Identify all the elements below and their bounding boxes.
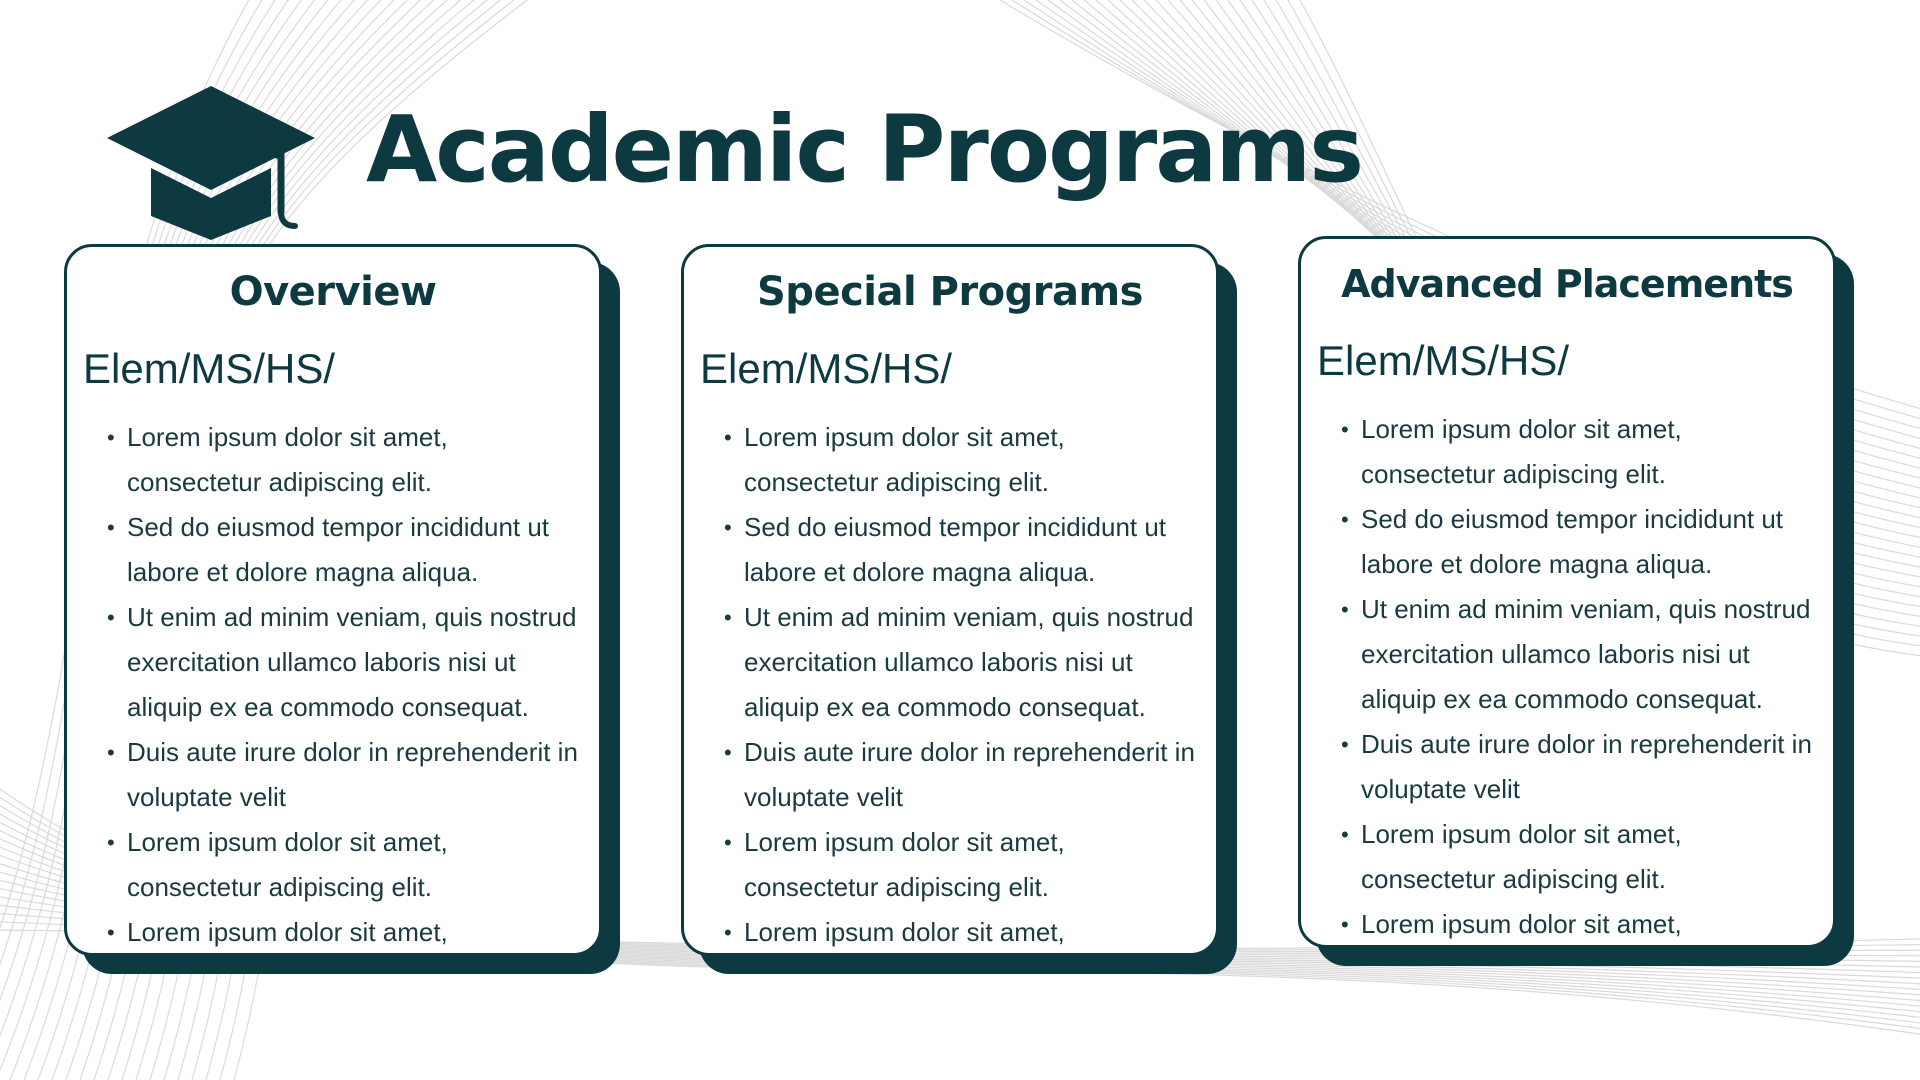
- list-item: • Sed do eiusmod tempor incididunt ut labore et dolore magna aliqua.: [744, 505, 1206, 595]
- bullet-dot-icon: •: [1341, 507, 1349, 532]
- list-item: • Lorem ipsum dolor sit amet, consectetur adipiscing elit.: [127, 820, 589, 910]
- bullet-list: [684, 415, 1216, 955]
- bullet-dot-icon: •: [724, 605, 732, 630]
- bullet-list: [1301, 407, 1833, 947]
- page-title: Academic Programs: [366, 96, 1362, 203]
- bullet-dot-icon: •: [1341, 912, 1349, 937]
- bullet-dot-icon: •: [107, 830, 115, 855]
- bullet-dot-icon: •: [107, 605, 115, 630]
- graduation-cap-icon: [105, 84, 317, 242]
- card-overview: [64, 244, 620, 974]
- list-item: • Duis aute irure dolor in reprehenderit in voluptate velit: [1361, 722, 1823, 812]
- list-item: • Ut enim ad minim veniam, quis nostrud exercitation ullamco laboris nisi ut aliquip ex ea commodo consequat.: [744, 595, 1206, 730]
- list-item: • Lorem ipsum dolor sit amet,: [1361, 902, 1823, 947]
- card-title: Special Programs: [757, 269, 1143, 315]
- list-item: • Ut enim ad minim veniam, quis nostrud exercitation ullamco laboris nisi ut aliquip ex ea commodo consequat.: [1361, 587, 1823, 722]
- list-item: • Lorem ipsum dolor sit amet, consectetur adipiscing elit.: [744, 415, 1206, 505]
- bullet-dot-icon: •: [107, 740, 115, 765]
- card-subtitle: Elem/MS/HS/: [83, 345, 336, 392]
- bullet-dot-icon: •: [107, 425, 115, 450]
- card-subtitle: Elem/MS/HS/: [1317, 337, 1570, 384]
- bullet-dot-icon: •: [1341, 597, 1349, 622]
- bullet-dot-icon: •: [724, 920, 732, 945]
- list-item: • Lorem ipsum dolor sit amet, consectetur adipiscing elit.: [1361, 812, 1823, 902]
- list-item: • Sed do eiusmod tempor incididunt ut labore et dolore magna aliqua.: [1361, 497, 1823, 587]
- list-item: • Lorem ipsum dolor sit amet, consectetur adipiscing elit.: [127, 415, 589, 505]
- bullet-dot-icon: •: [107, 920, 115, 945]
- card-advanced-placements: [1298, 236, 1854, 966]
- bullet-dot-icon: •: [724, 740, 732, 765]
- bullet-dot-icon: •: [724, 515, 732, 540]
- card-title: Advanced Placements: [1341, 262, 1793, 306]
- card-panel: [64, 244, 602, 956]
- list-item: • Lorem ipsum dolor sit amet, consectetur adipiscing elit.: [744, 820, 1206, 910]
- list-item: • Duis aute irure dolor in reprehenderit in voluptate velit: [127, 730, 589, 820]
- bullet-dot-icon: •: [724, 830, 732, 855]
- card-title: Overview: [229, 269, 437, 315]
- list-item: • Duis aute irure dolor in reprehenderit in voluptate velit: [744, 730, 1206, 820]
- list-item: • Ut enim ad minim veniam, quis nostrud exercitation ullamco laboris nisi ut aliquip ex ea commodo consequat.: [127, 595, 589, 730]
- card-panel: [681, 244, 1219, 956]
- card-subtitle: Elem/MS/HS/: [700, 345, 953, 392]
- list-item: • Lorem ipsum dolor sit amet,: [744, 910, 1206, 955]
- bullet-dot-icon: •: [107, 515, 115, 540]
- bullet-dot-icon: •: [1341, 732, 1349, 757]
- list-item: • Lorem ipsum dolor sit amet,: [127, 910, 589, 955]
- bullet-dot-icon: •: [724, 425, 732, 450]
- bullet-dot-icon: •: [1341, 822, 1349, 847]
- list-item: • Lorem ipsum dolor sit amet, consectetur adipiscing elit.: [1361, 407, 1823, 497]
- card-panel: [1298, 236, 1836, 948]
- bullet-dot-icon: •: [1341, 417, 1349, 442]
- bullet-list: [67, 415, 599, 955]
- card-special-programs: [681, 244, 1237, 974]
- list-item: • Sed do eiusmod tempor incididunt ut labore et dolore magna aliqua.: [127, 505, 589, 595]
